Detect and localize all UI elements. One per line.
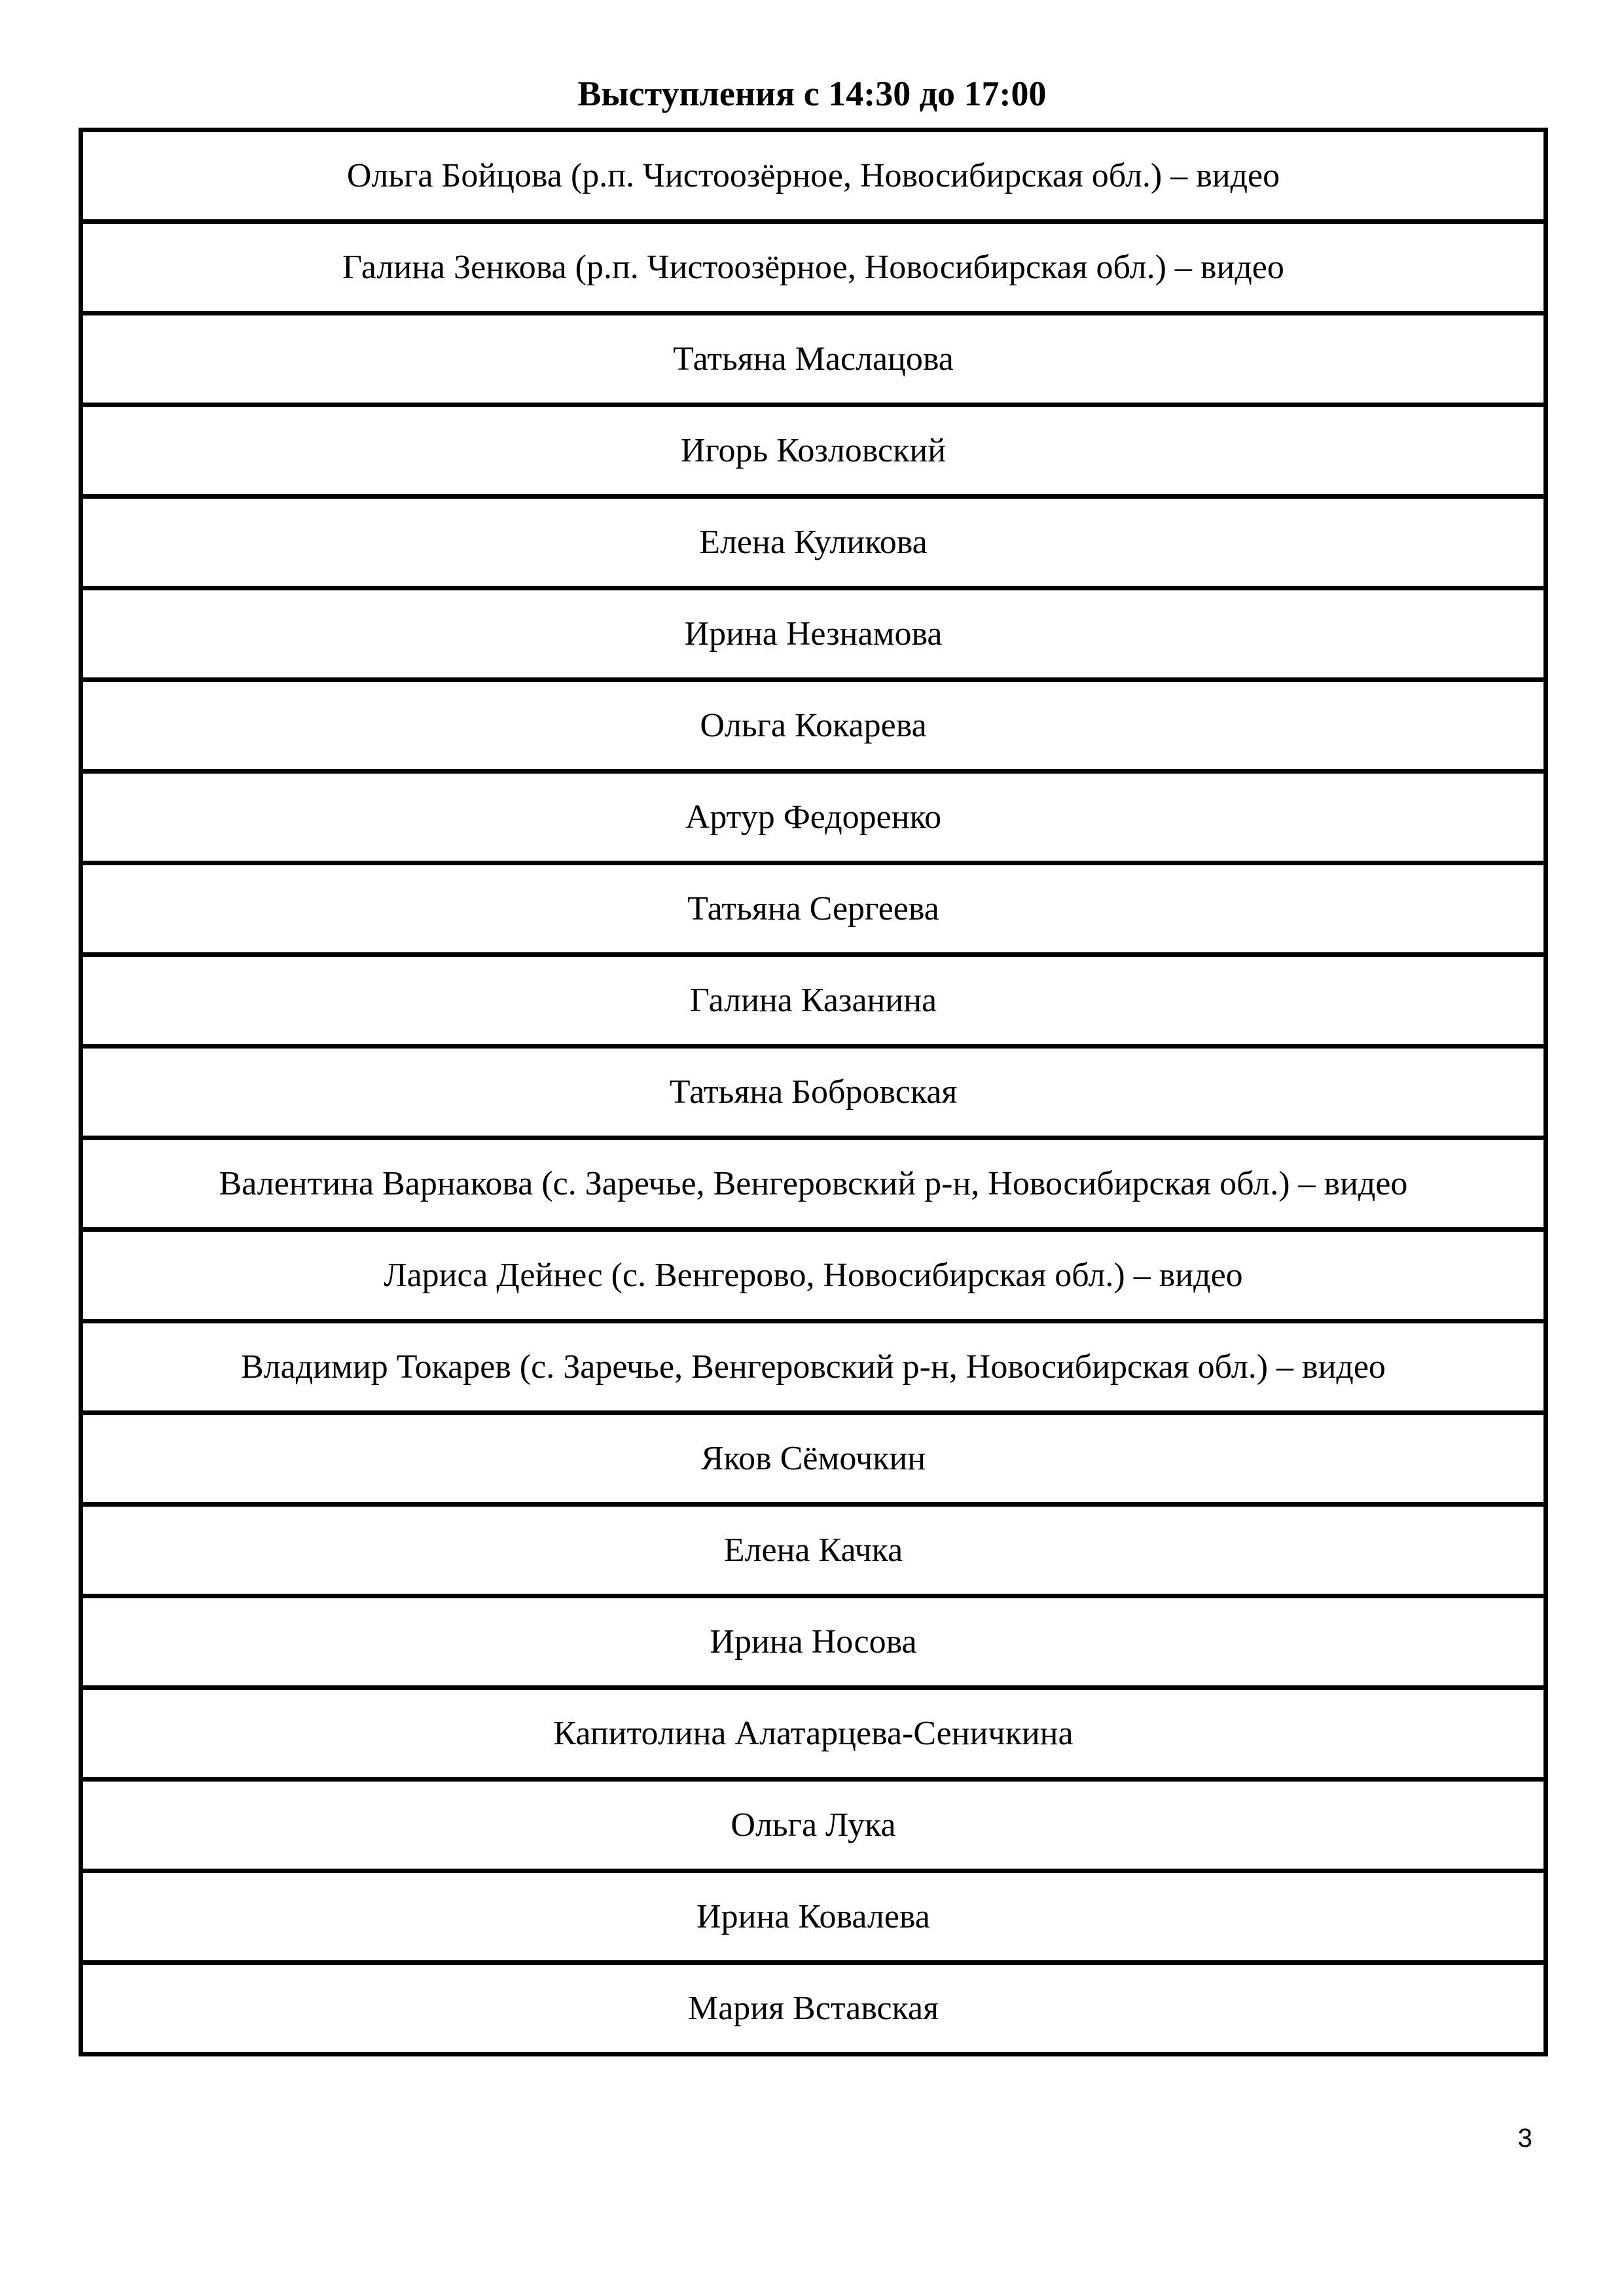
table-row — [83, 865, 1543, 957]
table-row — [83, 1782, 1543, 1873]
participant-name: Татьяна Маслацова — [673, 340, 954, 378]
participant-name: Татьяна Сергеева — [687, 889, 939, 927]
table-row — [83, 407, 1543, 499]
table-row — [83, 315, 1543, 407]
table-row — [83, 224, 1543, 315]
table-row — [83, 1415, 1543, 1507]
table-row — [83, 682, 1543, 774]
participant-name: Артур Федоренко — [685, 798, 942, 836]
table-row — [83, 499, 1543, 590]
participant-name: Татьяна Бобровская — [669, 1073, 958, 1111]
page-number: 3 — [1517, 2124, 1532, 2153]
table-row — [83, 774, 1543, 865]
participant-name: Ольга Бойцова (р.п. Чистоозёрное, Новосибирская обл.) – видео — [346, 156, 1280, 194]
participant-name: Яков Сёмочкин — [700, 1439, 926, 1477]
page-title: Выступления с 14:30 до 17:00 — [577, 74, 1047, 113]
participant-name: Игорь Козловский — [680, 431, 947, 469]
participant-name: Валентина Варнакова (с. Заречье, Венгеровский р-н, Новосибирская обл.) – видео — [219, 1164, 1408, 1202]
participant-name: Лариса Дейнес (с. Венгерово, Новосибирская обл.) – видео — [384, 1256, 1243, 1294]
participant-name: Ирина Незнамова — [684, 615, 943, 653]
table-row — [83, 1323, 1543, 1415]
schedule-table — [79, 128, 1548, 2056]
participant-name: Елена Качка — [723, 1531, 903, 1569]
table-row — [83, 1690, 1543, 1782]
table-row — [83, 1873, 1543, 1965]
participant-name: Ирина Ковалева — [696, 1897, 930, 1935]
participant-name: Елена Куликова — [699, 523, 928, 561]
table-row — [83, 1598, 1543, 1690]
participant-name: Мария Вставская — [687, 1989, 939, 2027]
participant-name: Владимир Токарев (с. Заречье, Венгеровский р-н, Новосибирская обл.) – видео — [241, 1348, 1386, 1386]
participant-name: Ольга Лука — [731, 1806, 896, 1844]
table-row — [83, 1049, 1543, 1140]
table-row — [83, 590, 1543, 682]
participant-name: Галина Зенкова (р.п. Чистоозёрное, Новосибирская обл.) – видео — [342, 248, 1284, 286]
table-row — [83, 1140, 1543, 1232]
table-row — [83, 1507, 1543, 1598]
participant-name: Галина Казанина — [689, 981, 937, 1019]
participant-name: Ирина Носова — [710, 1623, 917, 1660]
table-row — [83, 957, 1543, 1049]
table-row — [83, 1965, 1543, 2052]
participant-name: Капитолина Алатарцева-Сеничкина — [553, 1714, 1074, 1752]
table-row — [83, 1232, 1543, 1323]
participant-name: Ольга Кокарева — [700, 706, 927, 744]
table-row — [83, 132, 1543, 224]
